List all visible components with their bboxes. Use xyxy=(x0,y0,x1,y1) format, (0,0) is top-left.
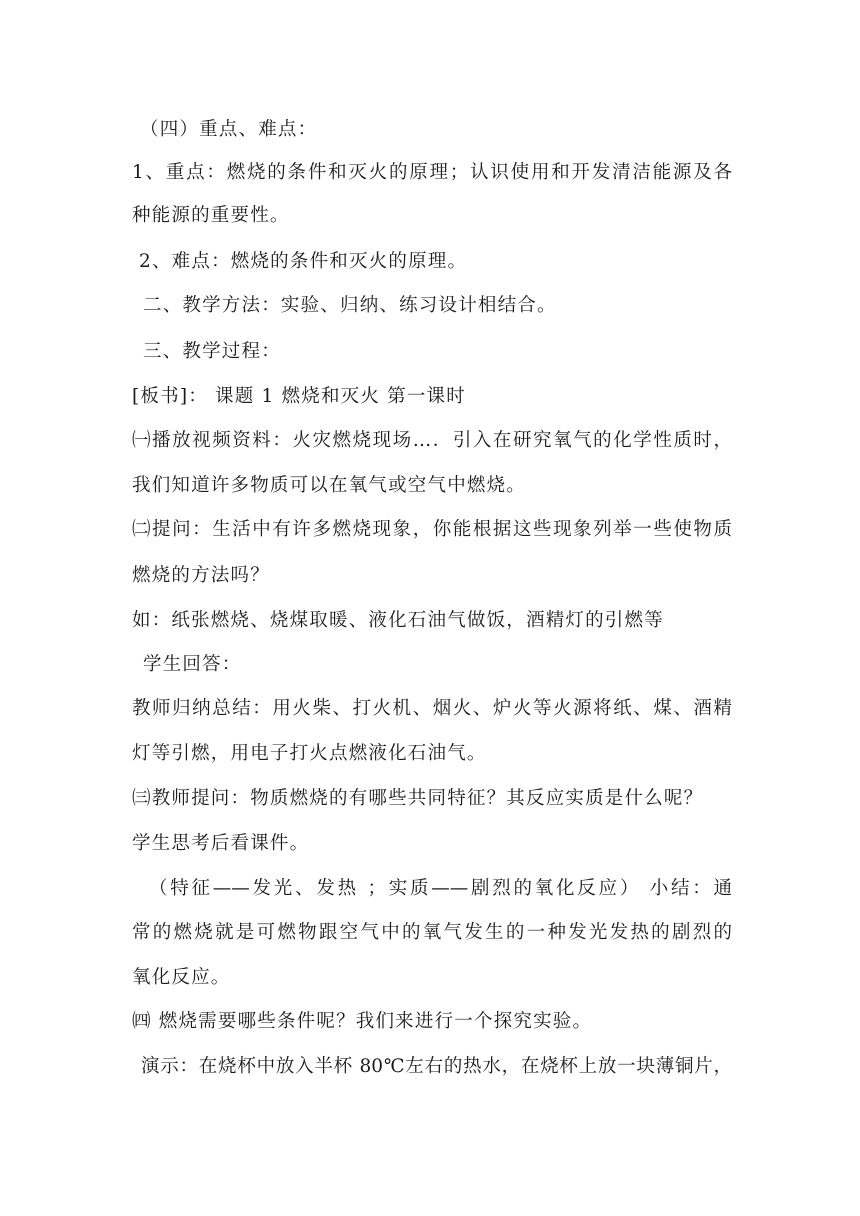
paragraph-teacher-summary: 教师归纳总结：用火柴、打火机、烟火、炉火等火源将纸、煤、酒精 xyxy=(132,698,732,719)
paragraph-step-3: ㈢教师提问：物质燃烧的有哪些共同特征？其反应实质是什么呢？ xyxy=(132,788,704,809)
paragraph-teacher-summary-cont: 灯等引燃，用电子打火点燃液化石油气。 xyxy=(132,743,487,764)
paragraph-key-point-2: 2、难点：燃烧的条件和灭火的原理。 xyxy=(139,251,468,272)
paragraph-step-4: ㈣ 燃烧需要哪些条件呢？我们来进行一个探究实验。 xyxy=(132,1011,593,1032)
paragraph-step-1-cont: 我们知道许多物质可以在氧气或空气中燃烧。 xyxy=(132,475,527,496)
paragraph-summary: （特征——发光、发热 ；实质——剧烈的氧化反应） 小结：通 xyxy=(149,878,732,899)
paragraph-student-answer: 学生回答： xyxy=(143,654,242,675)
paragraph-demonstration: 演示：在烧杯中放入半杯 80℃左右的热水，在烧杯上放一块薄铜片， xyxy=(141,1056,732,1077)
paragraph-step-2-cont: 燃烧的方法吗？ xyxy=(132,565,270,586)
paragraph-step-3-cont: 学生思考后看课件。 xyxy=(132,833,310,854)
section-heading-teaching-process: 三、教学过程： xyxy=(143,341,281,362)
blackboard-title: [板书]： 课题 1 燃烧和灭火 第一课时 xyxy=(132,386,466,407)
paragraph-step-1: ㈠播放视频资料：火灾燃烧现场…．引入在研究氧气的化学性质时， xyxy=(132,430,732,451)
paragraph-key-point-1-cont: 种能源的重要性。 xyxy=(132,205,290,226)
paragraph-step-2: ㈡提问：生活中有许多燃烧现象，你能根据这些现象列举一些使物质 xyxy=(132,519,732,540)
paragraph-summary-cont: 常的燃烧就是可燃物跟空气中的氧气发生的一种发光发热的剧烈的 xyxy=(132,922,732,943)
paragraph-key-point-1: 1、重点：燃烧的条件和灭火的原理；认识使用和开发清洁能源及各 xyxy=(132,162,732,183)
paragraph-summary-end: 氧化反应。 xyxy=(132,967,231,988)
section-heading-key-points: （四）重点、难点： xyxy=(140,119,318,140)
paragraph-examples: 如：纸张燃烧、烧煤取暖、液化石油气做饭，酒精灯的引燃等 xyxy=(132,610,664,631)
section-heading-teaching-method: 二、教学方法：实验、归纳、练习设计相结合。 xyxy=(143,295,557,316)
